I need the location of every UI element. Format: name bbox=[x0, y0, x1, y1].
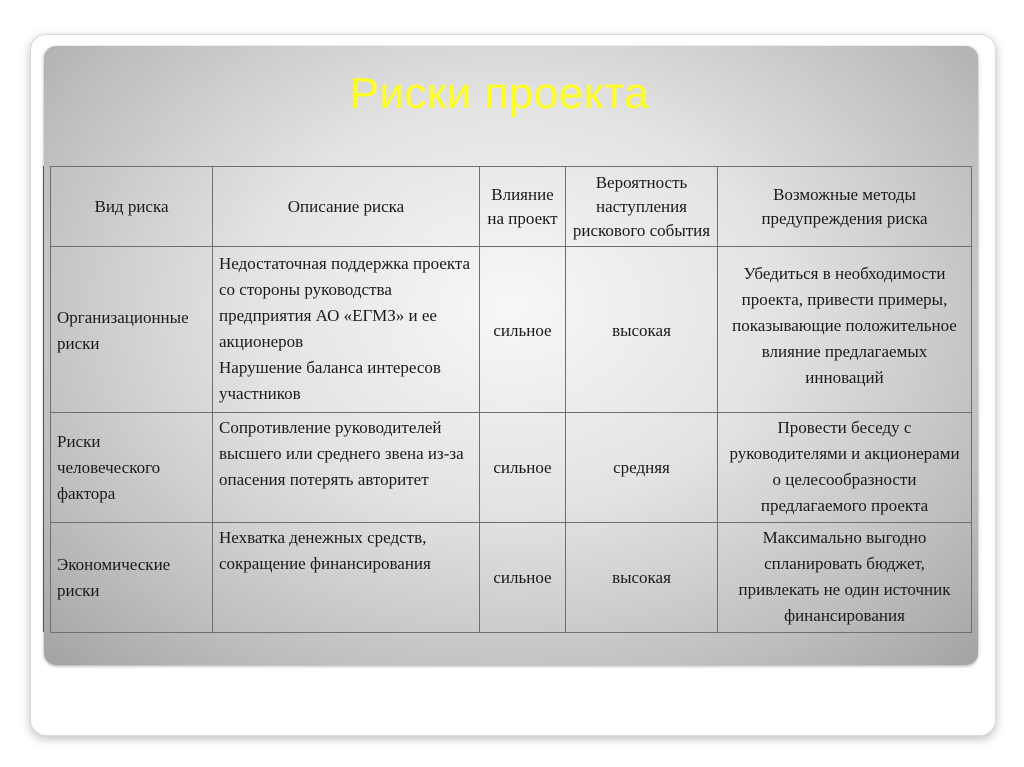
cell-probability: высокая bbox=[566, 247, 718, 413]
table-header bbox=[51, 167, 972, 247]
cell-methods: Провести беседу с руководителями и акционерами о целесообразности предлагаемого проекта bbox=[718, 413, 972, 523]
header-impact: Влияние на проект bbox=[480, 167, 566, 247]
cell-probability: средняя bbox=[566, 413, 718, 523]
table-row bbox=[51, 413, 972, 523]
slide-title: Риски проекта bbox=[350, 69, 650, 118]
risk-table bbox=[50, 166, 972, 633]
cell-description: Недостаточная поддержка проекта со стороны руководства предприятия АО «ЕГМЗ» и ее акционеров Нарушение баланса интересов участников bbox=[213, 247, 480, 413]
cell-description: Сопротивление руководителей высшего или среднего звена из-за опасения потерять авторитет bbox=[213, 413, 480, 523]
cell-risk-type: Риски человеческого фактора bbox=[51, 413, 213, 523]
cell-risk-type: Экономические риски bbox=[51, 523, 213, 633]
cell-probability: высокая bbox=[566, 523, 718, 633]
cell-impact: сильное bbox=[480, 523, 566, 633]
table-row bbox=[51, 523, 972, 633]
header-description: Описание риска bbox=[213, 167, 480, 247]
header-methods: Возможные методы предупреждения риска bbox=[718, 167, 972, 247]
cell-description: Нехватка денежных средств, сокращение финансирования bbox=[213, 523, 480, 633]
header-probability: Вероятность наступления рискового события bbox=[566, 167, 718, 247]
table-left-marker bbox=[43, 412, 44, 522]
table-left-marker bbox=[43, 166, 44, 246]
table-left-marker bbox=[43, 522, 44, 632]
cell-risk-type: Организационные риски bbox=[51, 247, 213, 413]
cell-impact: сильное bbox=[480, 413, 566, 523]
table-row bbox=[51, 247, 972, 413]
cell-methods: Максимально выгодно спланировать бюджет, привлекать не один источник финансирования bbox=[718, 523, 972, 633]
cell-impact: сильное bbox=[480, 247, 566, 413]
header-risk-type: Вид риска bbox=[51, 167, 213, 247]
cell-methods: Убедиться в необходимости проекта, привести примеры, показывающие положительное влияние предлагаемых инноваций bbox=[718, 247, 972, 413]
table-left-marker bbox=[43, 246, 44, 412]
header-row bbox=[51, 167, 972, 247]
